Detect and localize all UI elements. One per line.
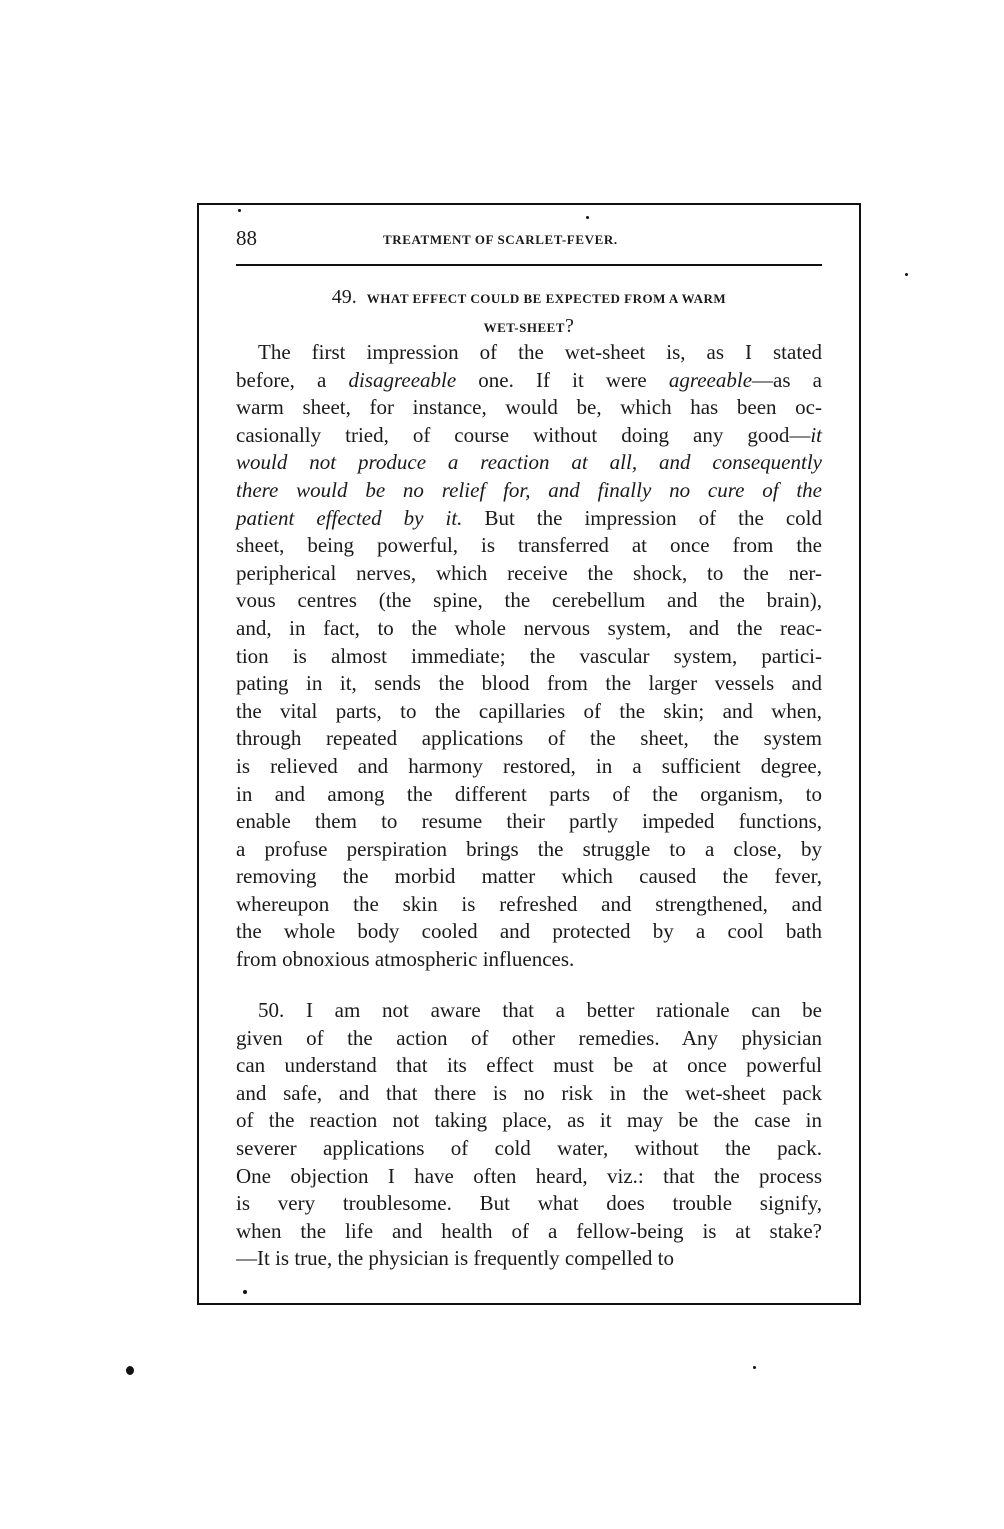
text-line: a profuse perspiration brings the struggle to a close, by xyxy=(236,836,822,861)
text-line: the vital parts, to the capillaries of the skin; and when, xyxy=(236,698,822,723)
text-line: is very troublesome. But what does trouble signify, xyxy=(236,1191,822,1216)
text-line: through repeated applications of the sheet, the system xyxy=(236,726,822,751)
text-line: in and among the different parts of the organism, to xyxy=(236,781,822,806)
scan-speck xyxy=(905,273,908,276)
heading-question-mark: ? xyxy=(564,315,575,337)
text-line: can understand that its effect must be at once powerful xyxy=(236,1053,822,1078)
running-title: TREATMENT OF SCARLET-FEVER. xyxy=(383,232,618,247)
text-line: peripherical nerves, which receive the shock, to the ner- xyxy=(236,560,822,585)
text-line: 50. I am not aware that a better rationale can be xyxy=(258,998,822,1022)
text-line: The first impression of the wet-sheet is, as I stated xyxy=(258,340,822,364)
text-line: enable them to resume their partly impeded functions, xyxy=(236,809,822,834)
heading-line-2: WET-SHEET xyxy=(483,320,565,335)
scan-speck xyxy=(243,1290,247,1294)
text-line: and, in fact, to the whole nervous system, and the reac- xyxy=(236,615,822,640)
text-line: warm sheet, for instance, would be, which has been oc- xyxy=(236,395,822,420)
text-line: removing the morbid matter which caused the fever, xyxy=(236,864,822,889)
heading-line-1: WHAT EFFECT COULD BE EXPECTED FROM A WARM xyxy=(366,291,727,306)
text-line: pating in it, sends the blood from the larger vessels and xyxy=(236,671,822,696)
text-line: sheet, being powerful, is transferred at once from the xyxy=(236,533,822,558)
paragraph-50 xyxy=(236,997,822,1273)
text-line: there would be no relief for, and finally no cure of the xyxy=(236,477,822,502)
header-rule xyxy=(236,264,822,266)
text-line: whereupon the skin is refreshed and strengthened, and xyxy=(236,891,822,916)
section-49-heading xyxy=(236,284,822,342)
text-line: before, a disagreeable one. If it were agreeable—as a xyxy=(236,367,822,392)
text-line: given of the action of other remedies. Any physician xyxy=(236,1025,822,1050)
text-line: the whole body cooled and protected by a cool bath xyxy=(236,919,822,944)
paragraph-49 xyxy=(236,339,822,974)
text-line: —It is true, the physician is frequently compelled to xyxy=(236,1246,674,1271)
page-number: 88 xyxy=(236,226,257,250)
text-line: tion is almost immediate; the vascular system, partici- xyxy=(236,643,822,668)
scan-speck xyxy=(126,1366,134,1375)
text-line: casionally tried, of course without doing any good—it xyxy=(236,422,822,447)
scan-speck xyxy=(753,1366,756,1369)
text-line: from obnoxious atmospheric influences. xyxy=(236,947,575,972)
text-line: and safe, and that there is no risk in the wet-sheet pack xyxy=(236,1080,822,1105)
text-line: patient effected by it. But the impression of the cold xyxy=(236,505,822,530)
text-line: when the life and health of a fellow-being is at stake? xyxy=(236,1218,822,1243)
scan-speck xyxy=(586,216,589,219)
text-line: is relieved and harmony restored, in a sufficient degree, xyxy=(236,753,822,778)
scan-speck xyxy=(238,209,241,212)
section-number: 49. xyxy=(331,286,357,308)
text-line: severer applications of cold water, without the pack. xyxy=(236,1135,822,1160)
text-line: vous centres (the spine, the cerebellum and the brain), xyxy=(236,588,822,613)
text-line: of the reaction not taking place, as it may be the case in xyxy=(236,1108,822,1133)
text-line: would not produce a reaction at all, and consequently xyxy=(236,450,822,475)
text-line: One objection I have often heard, viz.: that the process xyxy=(236,1163,822,1188)
